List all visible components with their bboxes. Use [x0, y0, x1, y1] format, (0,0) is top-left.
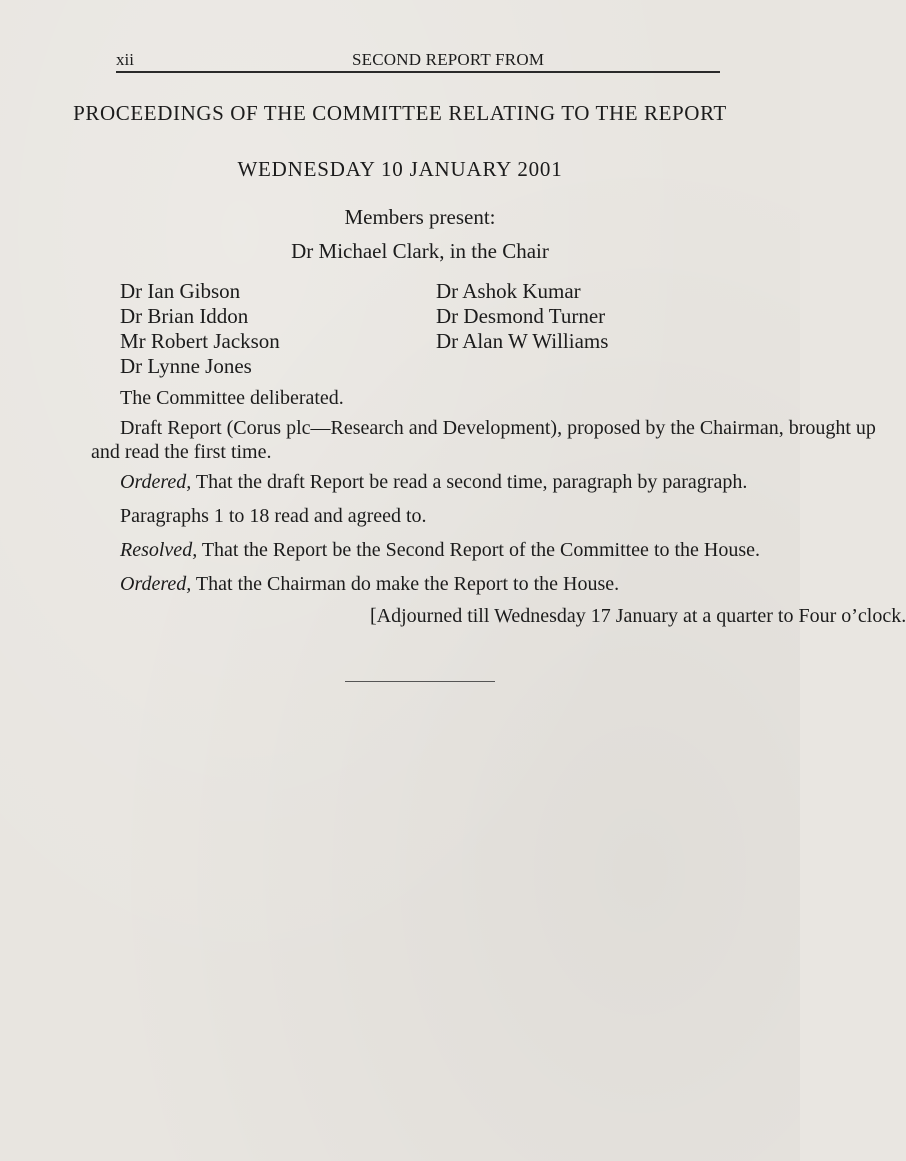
resolved-lead: Resolved, [120, 539, 198, 561]
member-name: Dr Lynne Jones [120, 354, 252, 378]
proceedings-title: PROCEEDINGS OF THE COMMITTEE RELATING TO THE REPORT [73, 101, 727, 125]
member-name: Dr Alan W Williams [436, 329, 609, 353]
members-present-heading: Members present: [344, 205, 496, 229]
resolved-text: That the Report be the Second Report of the Committee to the House. [201, 539, 761, 561]
ordered-lead: Ordered, [120, 573, 192, 595]
ordered-report-paragraph [120, 572, 619, 596]
member-name: Dr Ashok Kumar [436, 279, 581, 303]
adjournment-line: [Adjourned till Wednesday 17 January at a quarter to Four o’clock. [370, 605, 906, 627]
closing-rule [345, 681, 495, 682]
draft-report-paragraph-line2: and read the first time. [91, 441, 272, 463]
running-title: SECOND REPORT FROM [352, 50, 545, 69]
members-list-left [120, 279, 280, 379]
header-rule [116, 71, 720, 73]
member-name: Mr Robert Jackson [120, 329, 280, 353]
ordered-text: That the Chairman do make the Report to the House. [195, 573, 620, 595]
deliberated-paragraph: The Committee deliberated. [120, 387, 344, 409]
members-list-right [436, 279, 608, 354]
chair-line: Dr Michael Clark, in the Chair [291, 239, 549, 263]
ordered-second-reading-paragraph [120, 470, 747, 494]
paragraphs-agreed: Paragraphs 1 to 18 read and agreed to. [120, 505, 427, 527]
draft-report-paragraph-line1: Draft Report (Corus plc—Research and Development), proposed by the Chairman, brought up [120, 417, 876, 439]
ordered-text: That the draft Report be read a second time, paragraph by paragraph. [195, 471, 748, 493]
resolved-paragraph [120, 538, 760, 562]
member-name: Dr Brian Iddon [120, 304, 249, 328]
page-number: xii [116, 50, 134, 69]
meeting-date: WEDNESDAY 10 JANUARY 2001 [237, 157, 563, 181]
ordered-lead: Ordered, [120, 471, 192, 493]
member-name: Dr Ian Gibson [120, 279, 241, 303]
member-name: Dr Desmond Turner [436, 304, 606, 328]
